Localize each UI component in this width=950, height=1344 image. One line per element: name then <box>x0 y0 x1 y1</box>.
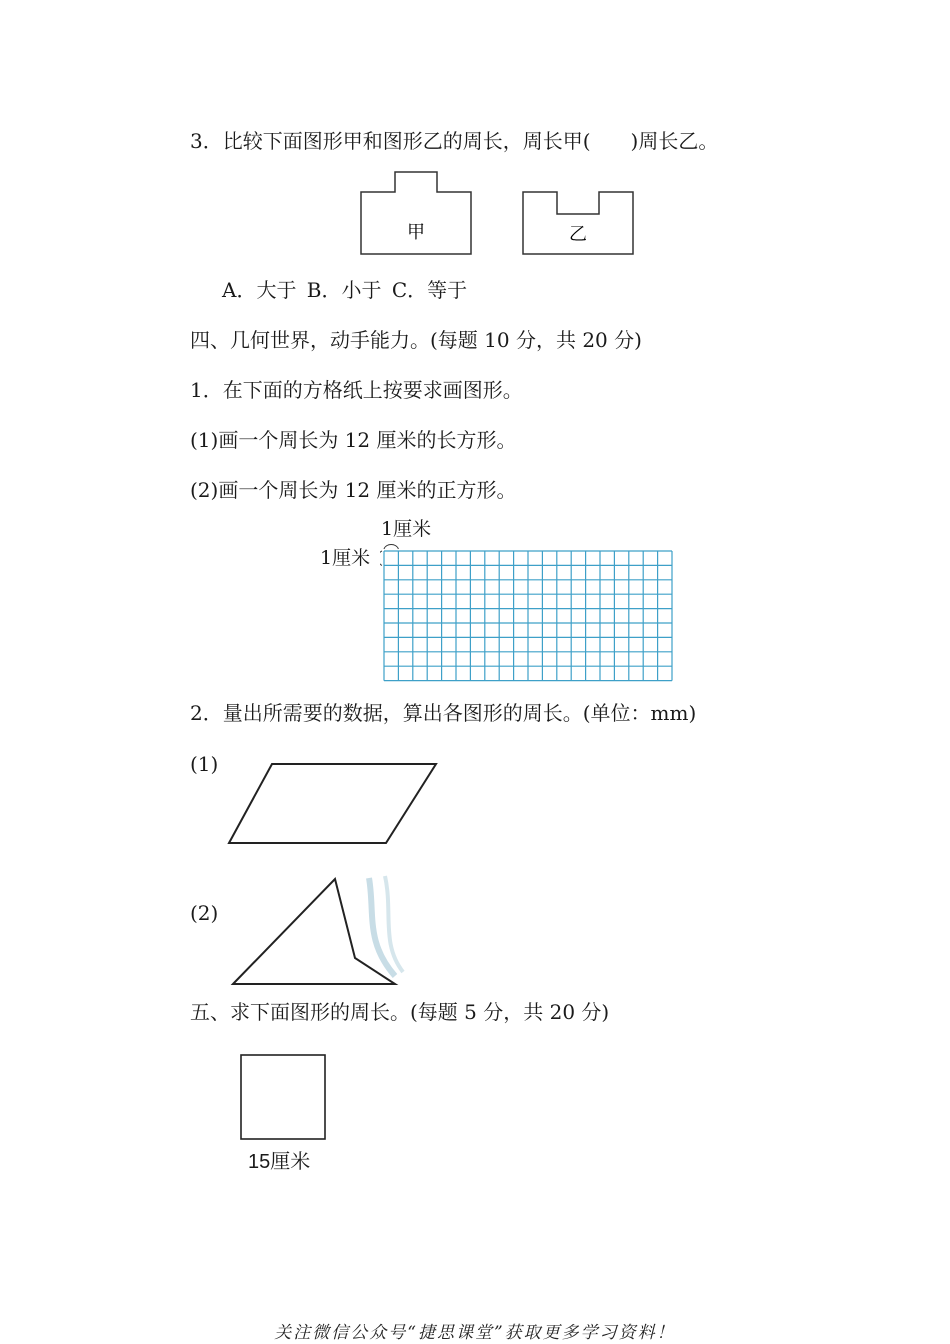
grid-top-label: 1厘米 <box>381 518 432 540</box>
square-shape <box>241 1055 325 1139</box>
s4-q2-text: 2．量出所需要的数据，算出各图形的周长。(单位：mm) <box>190 701 697 725</box>
q3-options: A．大于 B．小于 C．等于 <box>222 278 468 302</box>
square-side-label: 15厘米 <box>248 1151 311 1173</box>
s4-q1-part1: (1)画一个周长为 12 厘米的长方形。 <box>190 428 517 452</box>
section4-heading: 四、几何世界，动手能力。(每题 10 分，共 20 分) <box>190 328 642 352</box>
shape-yi-outline <box>523 192 633 254</box>
parallelogram-figure <box>220 757 450 852</box>
q3-text: 3．比较下面图形甲和图形乙的周长，周长甲( )周长乙。 <box>190 129 719 153</box>
parallelogram-shape <box>229 764 436 843</box>
footer-note: 关注微信公众号“捷思课堂”获取更多学习资料！ <box>274 1323 676 1343</box>
square-grid-paper[interactable] <box>380 540 680 685</box>
s4-q2-label1: (1) <box>190 752 219 776</box>
grid-left-label: 1厘米 <box>320 547 371 569</box>
s4-q1-text: 1．在下面的方格纸上按要求画图形。 <box>190 378 523 402</box>
quadrilateral-shape <box>233 879 395 984</box>
section5-heading: 五、求下面图形的周长。(每题 5 分，共 20 分) <box>190 1000 610 1024</box>
s4-q2-label2: (2) <box>190 901 219 925</box>
shape-yi-label: 乙 <box>569 224 587 244</box>
grid-top-brace <box>384 545 398 550</box>
s4-q1-part2: (2)画一个周长为 12 厘米的正方形。 <box>190 478 517 502</box>
square-figure <box>236 1050 332 1146</box>
quadrilateral-figure <box>225 870 405 990</box>
q3-shapes-figure <box>355 168 645 262</box>
shape-jia-label: 甲 <box>407 222 425 242</box>
grid-left-brace <box>380 551 382 565</box>
